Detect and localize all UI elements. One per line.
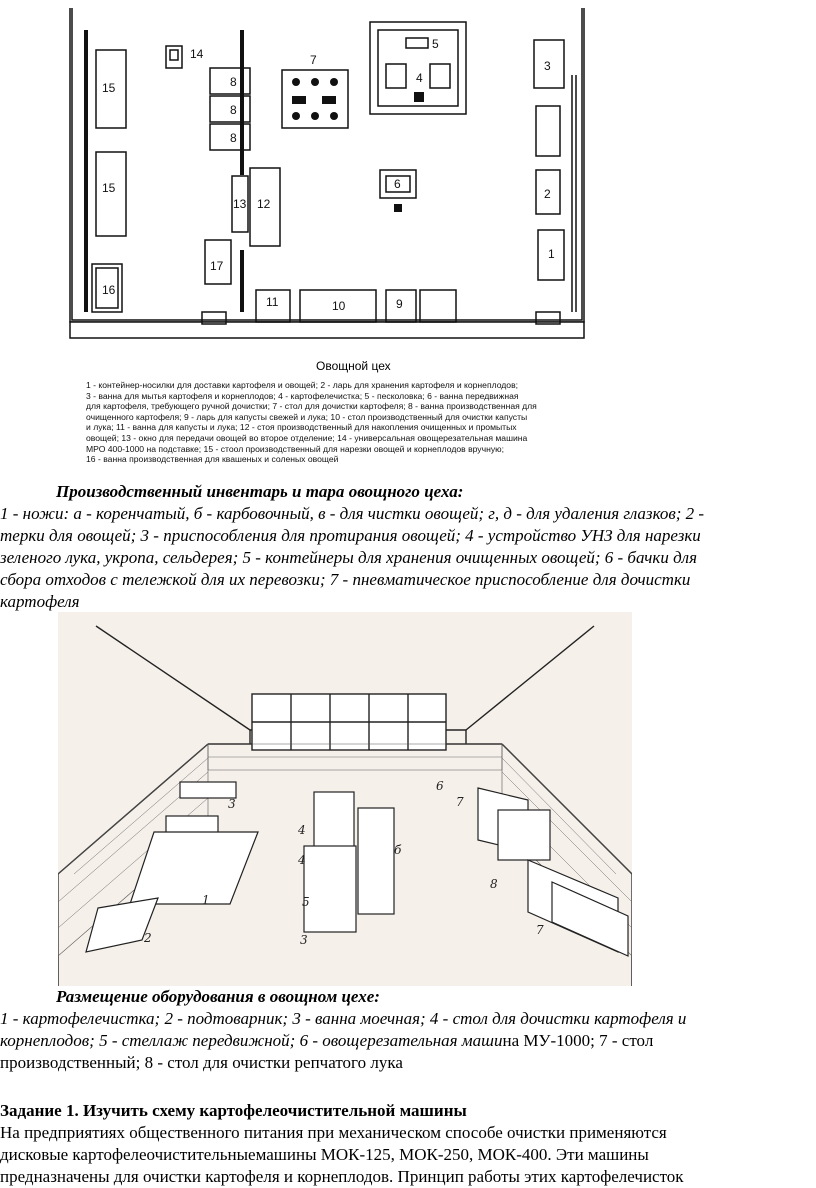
placement-line: производственный; 8 - стол для очистки репчатого лука <box>0 1053 403 1072</box>
legend-line: 16 - ванна производственная для квашеных и соленых овощей <box>86 454 339 465</box>
plan-number: 4 <box>416 71 423 85</box>
plan-number: 6 <box>394 177 401 191</box>
inventory-line: 1 - ножи: а - коренчатый, б - карбовочный, в - для чистки овощей; г, д - для удаления глазков; 2 - <box>0 504 705 523</box>
perspective-label: 7 <box>536 923 544 937</box>
plan-number: 13 <box>233 197 247 211</box>
placement-line: 1 - картофелечистка; 2 - подтоварник; 3 - ванна моечная; 4 - стол для дочистки картофеля и <box>0 1009 687 1028</box>
inventory-title: Производственный инвентарь и тара овощного цеха: <box>56 482 464 501</box>
floor-plan-drawing <box>60 0 596 380</box>
perspective-label: 7 <box>456 795 464 809</box>
plan-number: 16 <box>102 283 116 297</box>
perspective-svg <box>58 612 632 986</box>
perspective-label: 3 <box>300 933 308 947</box>
plan-number: 5 <box>432 37 439 51</box>
placement-caption <box>0 986 816 1074</box>
inventory-line: зеленого лука, укропа, сельдерея; 5 - контейнеры для хранения очищенных овощей; 6 - бачки для <box>0 548 697 567</box>
plan-number: 2 <box>544 187 551 201</box>
task-line: дисковые картофелеочистительныемашины МОК-125, МОК-250, МОК-400. Эти машины <box>0 1145 649 1164</box>
plan-number: 17 <box>210 259 224 273</box>
plan-number: 10 <box>332 299 346 313</box>
plan-number: 9 <box>396 297 403 311</box>
plan-number: 14 <box>190 47 204 61</box>
task-section <box>0 1100 816 1188</box>
plan-number: 7 <box>310 53 317 67</box>
legend-line: 3 - ванна для мытья картофеля и корнеплодов; 4 - картофелечистка; 5 - песколовка; 6 - ванна передвижная <box>86 390 519 401</box>
inventory-line: терки для овощей; 3 - приспособления для протирания овощей; 4 - устройство УНЗ для нарезки <box>0 526 701 545</box>
perspective-label: 2 <box>144 931 152 945</box>
plan-number: 3 <box>544 59 551 73</box>
legend-line: очищенного картофеля; 9 - ларь для капусты свежей и лука; 10 - стол производственный для очистки капусты <box>86 411 528 422</box>
plan-number: 11 <box>266 295 279 309</box>
task-line: предназначены для очистки картофеля и корнеплодов. Принцип работы этих картофелечисток <box>0 1167 684 1186</box>
task-heading: Задание 1. Изучить схему картофелеочистительной машины <box>0 1101 467 1120</box>
inventory-line: картофеля <box>0 592 80 611</box>
perspective-label: 3 <box>228 797 236 811</box>
plan-numbers <box>102 37 555 313</box>
task-line: На предприятиях общественного питания при механическом способе очистки применяются <box>0 1123 667 1142</box>
perspective-label: 4 <box>298 853 306 867</box>
placement-title: Размещение оборудования в овощном цехе: <box>56 987 380 1006</box>
perspective-label: 6 <box>436 779 444 793</box>
plan-title: Овощной цех <box>316 359 391 373</box>
inventory-caption <box>0 481 816 613</box>
plan-number: 15 <box>102 181 116 195</box>
plan-number: 8 <box>230 131 237 145</box>
legend-line: МРО 400-1000 на подставке; 15 - стоол производственный для нарезки овощей и корнеплодов вручную; <box>86 443 504 454</box>
equipment-perspective-drawing <box>58 612 632 986</box>
plan-number: 1 <box>548 247 555 261</box>
legend-line: и лука; 11 - ванна для капусты и лука; 12 - стоя производственный для накопления очищенных и промытых <box>86 422 517 433</box>
perspective-label: б <box>394 843 402 857</box>
legend-line: для картофеля, требующего ручной дочистки; 7 - стол для дочистки картофеля; 8 - ванна производственная для <box>86 401 537 412</box>
placement-line: корнеплодов; 5 - стеллаж передвижной; 6 - овощерезательная машина МУ-1000; 7 - стол <box>0 1031 654 1050</box>
inventory-line: сбора отходов с тележкой для их перевозки; 7 - пневматическое приспособление для дочистки <box>0 570 691 589</box>
perspective-label: 5 <box>302 895 310 909</box>
perspective-label: 4 <box>298 823 306 837</box>
plan-legend <box>86 380 596 465</box>
plan-number: 15 <box>102 81 116 95</box>
perspective-label: 1 <box>202 893 210 907</box>
plan-number: 12 <box>257 197 271 211</box>
legend-line: овощей; 13 - окно для передачи овощей во второе отделение; 14 - универсальная овощерезательная машина <box>86 432 528 443</box>
plan-number: 8 <box>230 75 237 89</box>
legend-line: 1 - контейнер-носилки для доставки картофеля и овощей; 2 - ларь для хранения картофеля и корнеплодов; <box>86 380 519 390</box>
plan-number: 8 <box>230 103 237 117</box>
perspective-label: 8 <box>490 877 498 891</box>
